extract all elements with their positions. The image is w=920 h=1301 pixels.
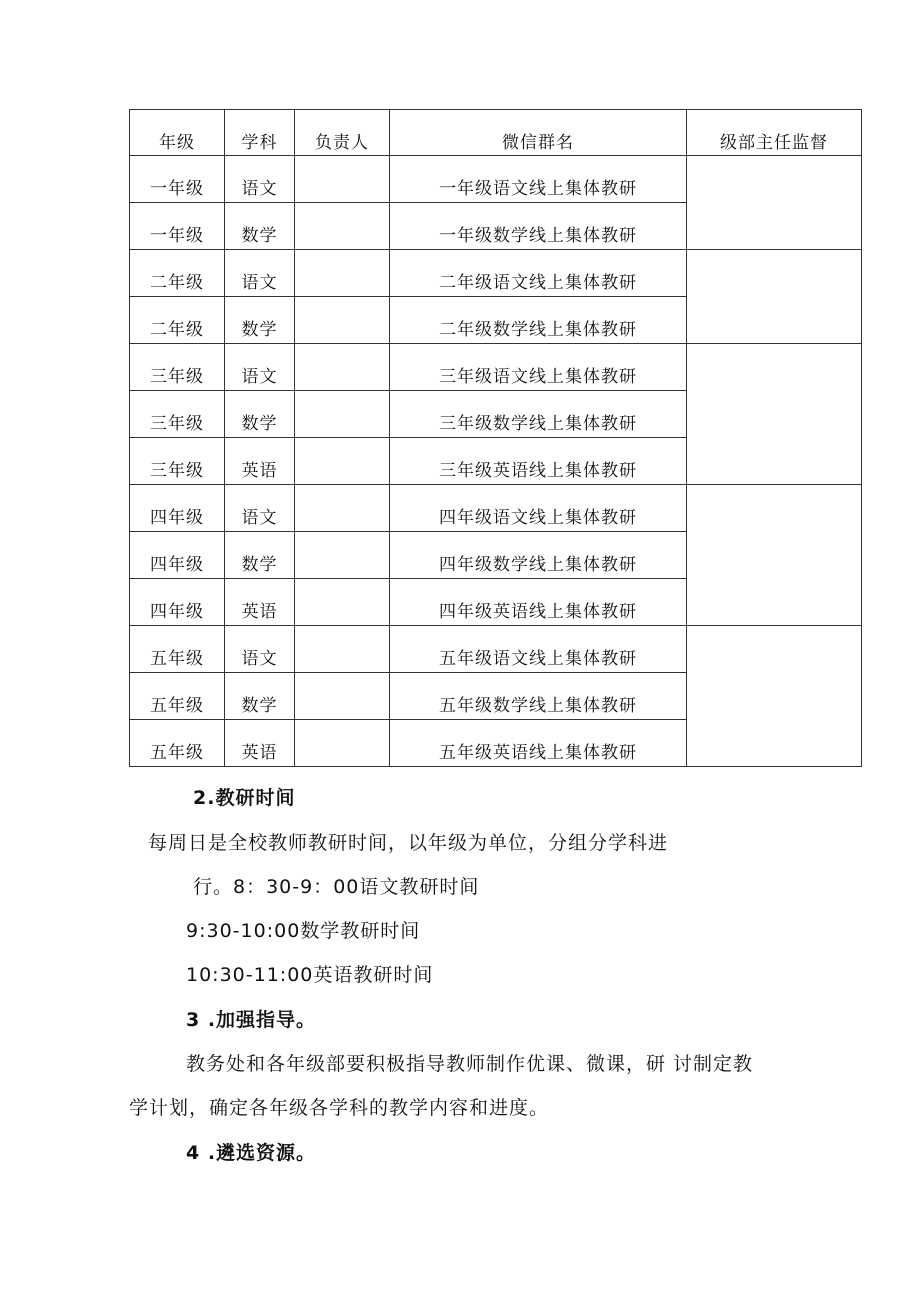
cell-subject: 英语 (225, 438, 295, 485)
cell-wechat-group: 五年级英语线上集体教研 (390, 720, 687, 767)
cell-owner (295, 673, 390, 720)
cell-wechat-group: 一年级语文线上集体教研 (390, 156, 687, 203)
header-grade: 年级 (130, 110, 225, 156)
research-group-table (129, 109, 862, 767)
section-2-line-4: 10:30-11:00英语教研时间 (186, 964, 434, 986)
cell-supervisor (687, 344, 862, 485)
table-row (130, 250, 862, 297)
table-row (130, 485, 862, 532)
header-owner: 负责人 (295, 110, 390, 156)
section-4-heading: 4 .遴选资源。 (186, 1142, 317, 1164)
table-header-row (130, 110, 862, 156)
cell-subject: 语文 (225, 626, 295, 673)
cell-grade: 二年级 (130, 297, 225, 344)
cell-owner (295, 438, 390, 485)
cell-subject: 数学 (225, 297, 295, 344)
cell-grade: 四年级 (130, 485, 225, 532)
cell-owner (295, 626, 390, 673)
cell-wechat-group: 三年级数学线上集体教研 (390, 391, 687, 438)
cell-owner (295, 391, 390, 438)
cell-wechat-group: 三年级英语线上集体教研 (390, 438, 687, 485)
cell-subject: 语文 (225, 485, 295, 532)
cell-grade: 二年级 (130, 250, 225, 297)
cell-grade: 四年级 (130, 579, 225, 626)
table-row (130, 156, 862, 203)
cell-grade: 五年级 (130, 720, 225, 767)
cell-grade: 三年级 (130, 391, 225, 438)
cell-grade: 五年级 (130, 626, 225, 673)
cell-owner (295, 203, 390, 250)
table-body (130, 156, 862, 767)
cell-subject: 数学 (225, 673, 295, 720)
table-row (130, 344, 862, 391)
cell-wechat-group: 五年级语文线上集体教研 (390, 626, 687, 673)
cell-grade: 三年级 (130, 438, 225, 485)
cell-wechat-group: 四年级语文线上集体教研 (390, 485, 687, 532)
cell-owner (295, 485, 390, 532)
cell-subject: 语文 (225, 250, 295, 297)
cell-subject: 数学 (225, 532, 295, 579)
section-2-heading: 2.教研时间 (193, 787, 296, 809)
cell-subject: 数学 (225, 391, 295, 438)
header-wechat-group: 微信群名 (390, 110, 687, 156)
cell-subject: 语文 (225, 344, 295, 391)
cell-supervisor (687, 485, 862, 626)
cell-subject: 英语 (225, 579, 295, 626)
cell-owner (295, 720, 390, 767)
section-3-heading: 3 .加强指导。 (186, 1009, 317, 1031)
cell-owner (295, 297, 390, 344)
section-2-line-1: 每周日是全校教师教研时间，以年级为单位，分组分学科进 (148, 832, 669, 854)
cell-grade: 一年级 (130, 203, 225, 250)
cell-supervisor (687, 156, 862, 250)
cell-wechat-group: 四年级数学线上集体教研 (390, 532, 687, 579)
header-supervisor: 级部主任监督 (687, 110, 862, 156)
cell-grade: 三年级 (130, 344, 225, 391)
section-2-line-2: 行。8：30-9：00语文教研时间 (193, 876, 480, 898)
cell-grade: 五年级 (130, 673, 225, 720)
cell-owner (295, 156, 390, 203)
cell-wechat-group: 三年级语文线上集体教研 (390, 344, 687, 391)
cell-wechat-group: 四年级英语线上集体教研 (390, 579, 687, 626)
cell-owner (295, 344, 390, 391)
table-row (130, 626, 862, 673)
section-3-line-1: 教务处和各年级部要积极指导教师制作优课、微课，研 讨制定教 (186, 1053, 754, 1075)
section-3-line-2: 学计划，确定各年级各学科的教学内容和进度。 (129, 1097, 550, 1119)
cell-wechat-group: 二年级语文线上集体教研 (390, 250, 687, 297)
cell-wechat-group: 一年级数学线上集体教研 (390, 203, 687, 250)
cell-supervisor (687, 626, 862, 767)
cell-subject: 英语 (225, 720, 295, 767)
section-2-line-3: 9:30-10:00数学教研时间 (186, 920, 421, 942)
cell-wechat-group: 二年级数学线上集体教研 (390, 297, 687, 344)
cell-owner (295, 250, 390, 297)
cell-subject: 数学 (225, 203, 295, 250)
cell-owner (295, 532, 390, 579)
header-subject: 学科 (225, 110, 295, 156)
cell-wechat-group: 五年级数学线上集体教研 (390, 673, 687, 720)
cell-grade: 四年级 (130, 532, 225, 579)
cell-owner (295, 579, 390, 626)
cell-grade: 一年级 (130, 156, 225, 203)
cell-supervisor (687, 250, 862, 344)
cell-subject: 语文 (225, 156, 295, 203)
